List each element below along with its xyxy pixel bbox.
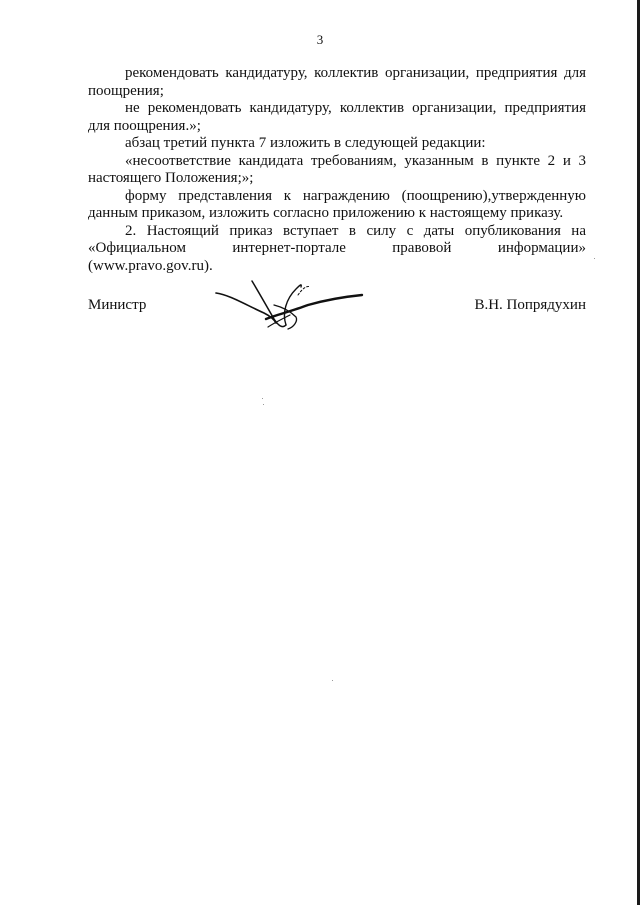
signatory-title: Министр [88, 297, 147, 313]
paragraph-amend-item-7: абзац третий пункта 7 изложить в следующей редакции: [125, 135, 486, 151]
scan-speck [262, 398, 263, 399]
handwritten-signature [212, 275, 372, 335]
paragraph-not-recommend: не рекомендовать кандидатуру, коллектив организации, предприятия для поощрения.»; [88, 100, 586, 134]
page-number: 3 [316, 32, 324, 47]
paragraph-effective-date: 2. Настоящий приказ вступает в силу с даты опубликования на «Официальном интернет-портале правовой информации» (www.pravo.gov.ru). [88, 222, 586, 274]
scan-speck [594, 258, 595, 259]
scan-speck [332, 680, 333, 681]
scan-speck [263, 404, 264, 405]
paragraph-nonconformity: «несоответствие кандидата требованиям, указанным в пункте 2 и 3 настоящего Положения;»; [88, 152, 586, 186]
paragraph-recommend: рекомендовать кандидатуру, коллектив организации, предприятия для поощрения; [88, 65, 586, 99]
paragraph-form: форму представления к награждению (поощрению),утвержденную данным приказом, изложить согласно приложению к настоящему приказу. [88, 187, 586, 221]
document-body [88, 65, 586, 275]
signatory-name: В.Н. Попрядухин [474, 297, 586, 313]
